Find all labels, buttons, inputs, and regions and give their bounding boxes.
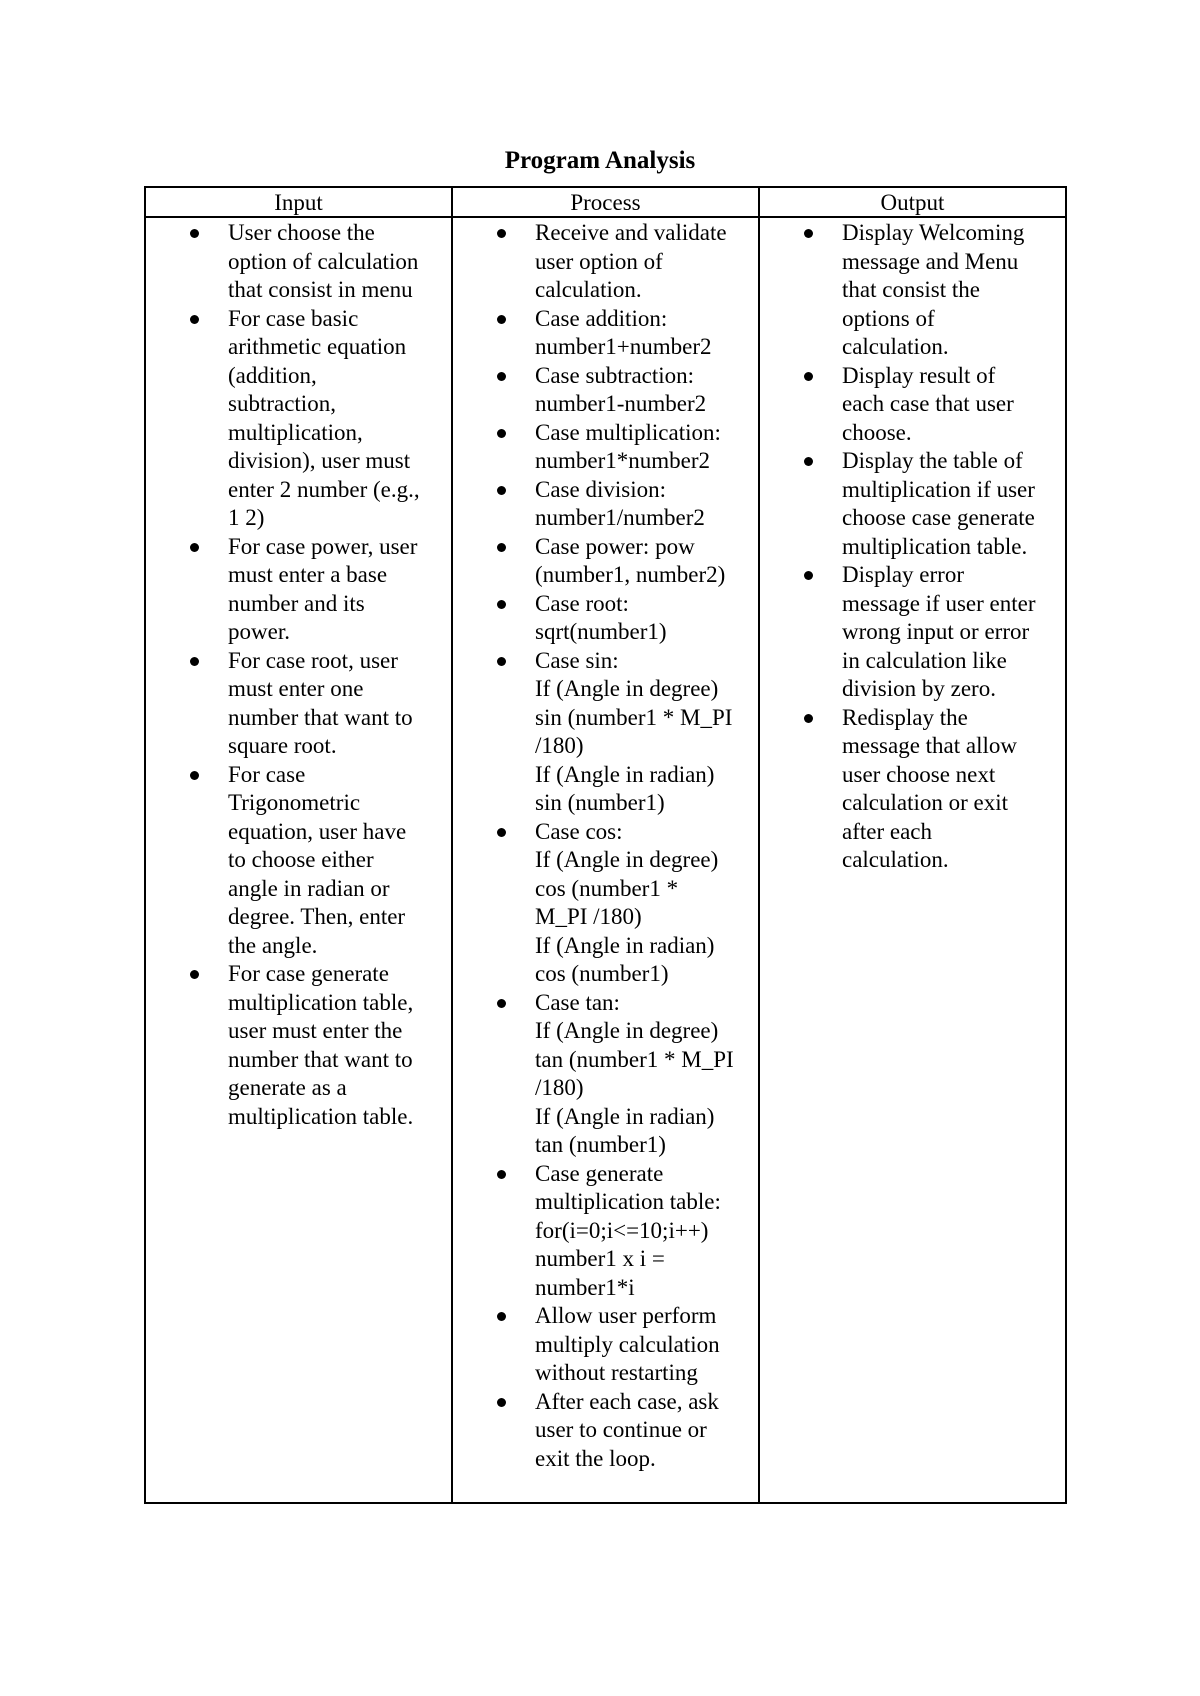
bullet-icon [497,543,506,552]
list-item [453,818,758,989]
output-cell [759,217,1066,1503]
bullet-icon [804,457,813,466]
input-list [146,219,451,1131]
bullet-icon [497,486,506,495]
bullet-icon [497,315,506,324]
list-item [146,960,451,1131]
list-item-text: Allow user perform multiply calculation without restarting [535,1303,720,1385]
list-item-text: Receive and validate user option of calculation. [535,220,727,302]
bullet-icon [190,771,199,780]
page-title: Program Analysis [504,147,696,174]
list-item-text: Display result of each case that user choose. [842,362,1014,445]
list-item [146,305,451,533]
list-item [146,533,451,647]
list-item-text: For case Trigonometric equation, user have to choose either angle in radian or degree. Then, enter the angle. [228,761,407,958]
list-item-text: Case division: number1/number2 [535,476,705,530]
bullet-icon [190,970,199,979]
column-header-output: Output [759,187,1066,217]
list-item [146,647,451,761]
list-item-text: Display error message if user enter wrong input or error in calculation like division by zero. [842,562,1036,701]
list-item [760,219,1065,362]
bullet-icon [497,372,506,381]
list-item-text: Case tan: If (Angle in degree) tan (number1 * M_PI /180) If (Angle in radian) tan (number1) [535,989,734,1157]
bullet-icon [190,543,199,552]
bullet-icon [190,657,199,666]
bullet-icon [804,229,813,238]
list-item [146,219,451,305]
column-header-input: Input [145,187,452,217]
bullet-icon [497,1398,506,1407]
list-item-text: Case addition: number1+number2 [535,305,712,359]
list-item [453,362,758,419]
list-item-text: Case sin: If (Angle in degree) sin (number1 * M_PI /180) If (Angle in radian) sin (number1) [535,647,733,815]
list-item-text: For case root, user must enter one number that want to square root. [228,647,413,758]
column-header-process: Process [452,187,759,217]
bullet-icon [497,999,506,1008]
list-item-text: Display Welcoming message and Menu that consist the options of calculation. [842,220,1025,359]
bullet-icon [190,229,199,238]
list-item-text: For case basic arithmetic equation (addition, subtraction, multiplication, division), user must enter 2 number (e.g., 1 2) [228,305,420,530]
list-item-text: Redisplay the message that allow user choose next calculation or exit after each calculation. [842,704,1018,872]
bullet-icon [804,714,813,723]
list-item [453,989,758,1160]
bullet-icon [497,1312,506,1321]
list-item [453,647,758,818]
analysis-table [144,186,1067,1504]
list-item [760,704,1065,875]
table-row [145,217,1066,1503]
list-item-text: For case power, user must enter a base number and its power. [228,533,418,644]
list-item [760,561,1065,704]
list-item-text: User choose the option of calculation that consist in menu [228,220,419,302]
bullet-icon [190,315,199,324]
list-item [453,305,758,362]
list-item [453,533,758,590]
bullet-icon [497,657,506,666]
list-item [453,219,758,305]
list-item [453,1302,758,1388]
list-item [453,1160,758,1303]
list-item [453,419,758,476]
bullet-icon [497,429,506,438]
list-item [146,761,451,961]
bullet-icon [804,372,813,381]
output-list [760,219,1065,875]
list-item-text: Case multiplication: number1*number2 [535,419,721,473]
list-item [760,447,1065,561]
list-item [760,362,1065,448]
bullet-icon [497,828,506,837]
list-item-text: Case root: sqrt(number1) [535,590,667,644]
list-item-text: Case generate multiplication table: for(i=0;i<=10;i++) number1 x i = number1*i [535,1160,721,1300]
list-item [453,590,758,647]
list-item [453,1388,758,1474]
list-item-text: After each case, ask user to continue or exit the loop. [535,1388,719,1471]
process-cell [452,217,759,1503]
list-item-text: For case generate multiplication table, user must enter the number that want to generate as a multiplication table. [228,961,414,1129]
bullet-icon [804,571,813,580]
list-item-text: Case cos: If (Angle in degree) cos (number1 * M_PI /180) If (Angle in radian) cos (number1) [535,818,719,986]
bullet-icon [497,600,506,609]
process-list [453,219,758,1473]
list-item-text: Display the table of multiplication if user choose case generate multiplication table. [842,448,1035,559]
input-cell [145,217,452,1503]
table-header-row [145,187,1066,217]
list-item [453,476,758,533]
list-item-text: Case power: pow (number1, number2) [535,533,726,587]
list-item-text: Case subtraction: number1-number2 [535,362,707,416]
bullet-icon [497,1170,506,1179]
bullet-icon [497,229,506,238]
